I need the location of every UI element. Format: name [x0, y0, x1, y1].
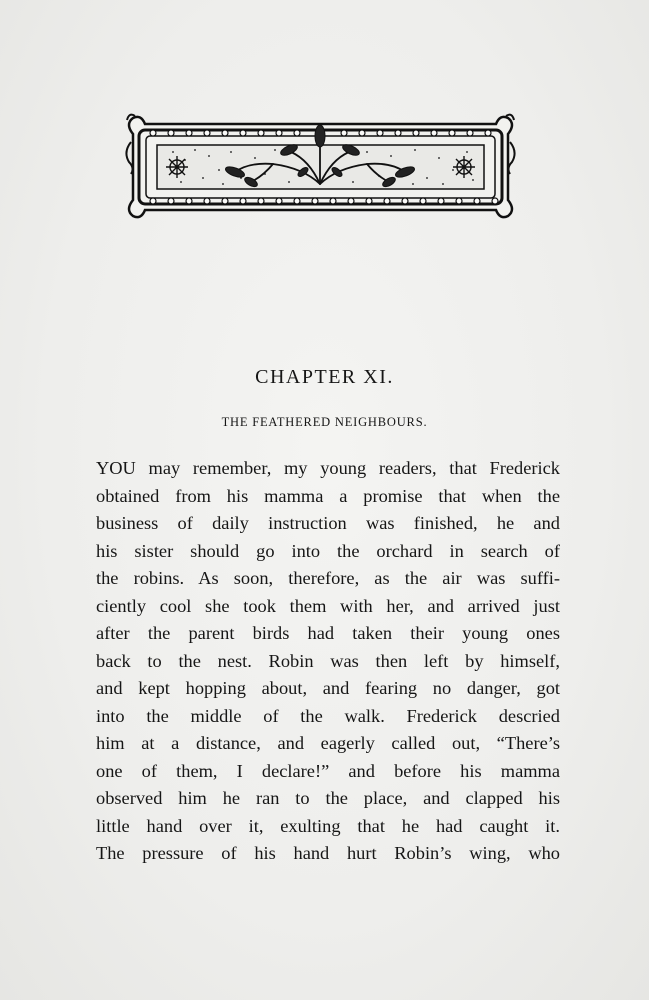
text-line: business of daily instruction was finished, he and — [96, 513, 560, 533]
chapter-title: CHAPTER XI. — [255, 366, 394, 388]
text-line: after the parent birds had taken their young ones — [96, 623, 560, 643]
text-line: YOU may remember, my young readers, that Frederick — [96, 458, 560, 478]
text-line: one of them, I declare!” and before his mamma — [96, 760, 560, 781]
body-text — [96, 455, 560, 868]
text-line: him at a distance, and eagerly called out, “There’s — [96, 733, 560, 753]
text-line: into the middle of the walk. Frederick descried — [96, 705, 560, 726]
text-line: and kept hopping about, and fearing no danger, got — [96, 678, 560, 698]
text-line: back to the nest. Robin was then left by himself, — [96, 650, 560, 671]
text-line: The pressure of his hand hurt Robin’s wing, who — [96, 843, 560, 863]
floral-headpiece-ornament-icon — [123, 112, 518, 222]
text-line: little hand over it, exulting that he had caught it. — [96, 815, 560, 836]
text-line: obtained from his mamma a promise that when the — [96, 485, 560, 506]
text-line: observed him he ran to the place, and clapped his — [96, 788, 560, 808]
chapter-subtitle: THE FEATHERED NEIGHBOURS. — [221, 415, 428, 429]
text-line: the robins. As soon, therefore, as the air was suffi- — [96, 568, 560, 588]
text-line: his sister should go into the orchard in search of — [96, 540, 560, 561]
text-line: ciently cool she took them with her, and arrived just — [96, 595, 560, 616]
